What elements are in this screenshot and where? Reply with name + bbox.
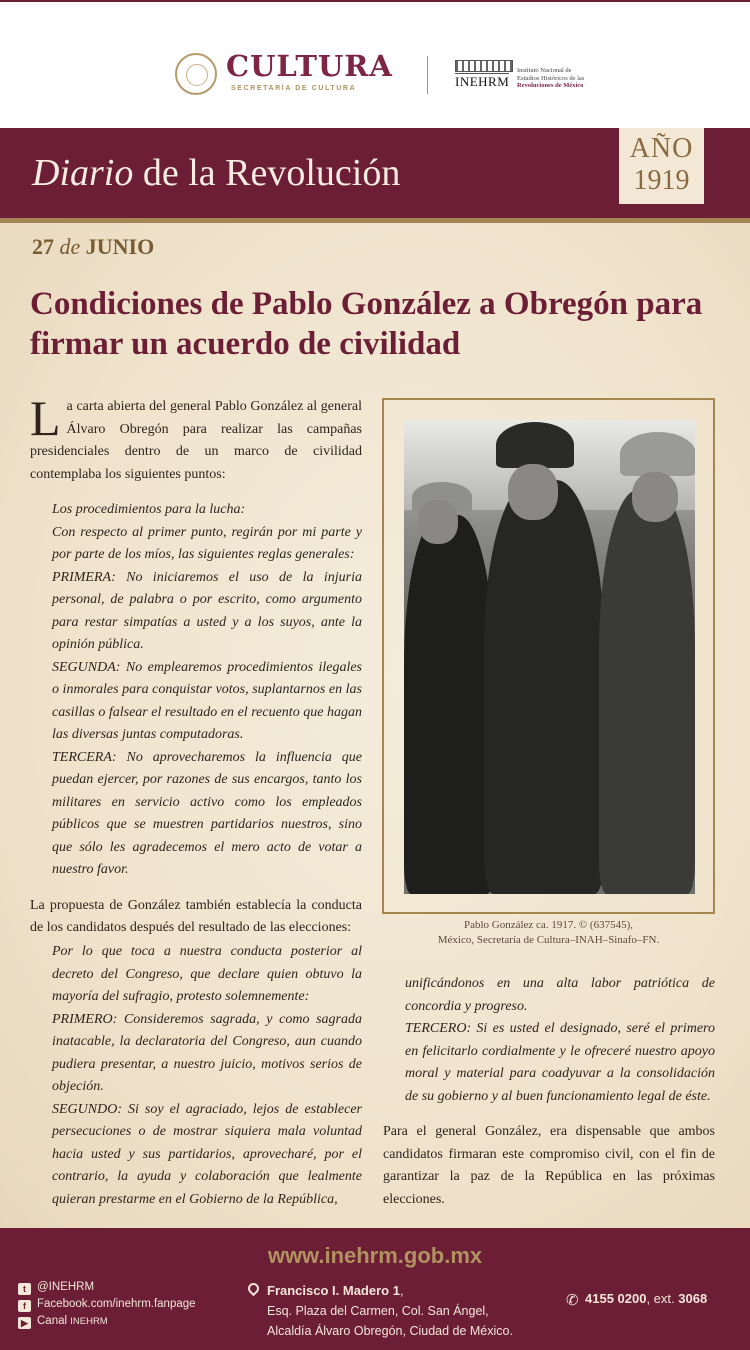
photo-hat-right [620,432,695,476]
quote1-line: TERCERA: No aprovecharemos la influencia que puedan ejercer, por razones de sus encargos, tanto los militares en servicio activo como los empleados públicos que se muestren partidarios nuestros, sino que sólo les agradecemos el mero acto de votar a nuestro favor. [52,749,362,877]
youtube-link[interactable] [18,1315,108,1329]
drop-cap: L [30,390,61,446]
quote2-line: Por lo que toca a nuestra conducta posterior al decreto del Congreso, que declare quien obtuvo la mayoría del sufragio, protesto solemnemente: [52,944,362,1004]
closing-paragraph: Para el general González, era dispensable que ambos candidatos firmaran este compromiso civil, con el fin de garantizar la paz de la República en las próximas elecciones. [383,1124,715,1207]
photo-face-right [632,472,678,522]
address-line-3: Alcaldía Álvaro Obregón, Ciudad de México. [267,1324,513,1338]
masthead-title-rest: de la Revolución [133,152,401,194]
phone-ext-label: , ext. [646,1291,679,1306]
article-date [32,234,154,260]
twitter-handle: @INEHRM [37,1281,95,1293]
quote1-line: Con respecto al primer punto, regirán por mi parte y por parte de los míos, las siguientes reglas generales: [52,524,362,562]
mexico-seal-icon [175,53,217,95]
building-roof-icon [455,60,513,72]
cultura-logo-text: CULTURA [226,49,393,83]
historical-photo [404,420,695,894]
quote2-line: PRIMERO: Consideremos sagrada, y como sagrada inatacable, la declaratoria del Congreso, aun cuando pudiera presentar, a nuestro juicio, motivos serios de objeción. [52,1011,362,1094]
photo-figure-right [599,490,695,894]
date-de: de [59,234,81,259]
intro-text: a carta abierta del general Pablo González al general Álvaro Obregón para realizar las campañas presidenciales dentro de un marco de civilidad contemplaba los siguientes puntos: [30,399,362,482]
phone-ext-number: 3068 [678,1291,708,1306]
quote-block-2-continued [405,973,715,1108]
twitter-link[interactable] [18,1281,94,1295]
photo-figure-left [404,515,494,894]
quote-block-2 [52,941,362,1211]
youtube-channel: INEHRM [70,1316,108,1327]
photo-face-center [508,464,558,520]
intro-paragraph [30,390,362,486]
middle-paragraph: La propuesta de González también establecía la conducta de los candidatos después del resultado de las elecciones: [30,897,362,935]
quote-block-1 [52,499,362,882]
left-column-lower [30,941,362,1211]
masthead-title-italic: Diario [32,152,134,194]
facebook-link[interactable] [18,1298,196,1312]
year-label: AÑO [629,133,694,164]
caption-line-2: México, Secretaría de Cultura–INAH–Sinafo–FN. [437,934,660,946]
year-value: 1919 [633,165,690,196]
quote1-line: Los procedimientos para la lucha: [52,502,246,517]
secretaria-label: SECRETARÍA DE CULTURA [231,85,357,92]
caption-line-1: Pablo González ca. 1917. © (637545), [463,919,634,931]
youtube-icon: ▶ [18,1317,31,1329]
address-street: Francisco I. Madero 1 [267,1283,400,1298]
address-line-2: Esq. Plaza del Carmen, Col. San Ángel, [267,1304,489,1318]
inehrm-institute-name [517,67,584,90]
quote2-cont-line: TERCERO: Si es usted el designado, seré el primero en felicitarlo cordialmente y le ofreceré nuestro apoyo moral y material para coadyuvar a la consolidación de su gobierno y al buen funcionamiento legal de éste. [405,1021,715,1104]
phone-main: 4155 0200 [585,1291,647,1306]
youtube-prefix: Canal [37,1315,71,1327]
inehrm-line-1: Instituto Nacional de [517,67,572,74]
year-badge [619,128,704,204]
logo-divider [427,56,428,94]
inehrm-building-icon [455,60,513,90]
article-headline: Condiciones de Pablo González a Obregón para firmar un acuerdo de civilidad [30,286,703,362]
inehrm-line-2: Estudios Históricos de las [517,74,585,82]
inehrm-logo-word: INEHRM [455,74,510,89]
facebook-url: Facebook.com/inehrm.fanpage [37,1298,196,1310]
photo-figure-center [484,480,604,894]
photo-hat-center [496,422,574,468]
photo-face-left [418,500,458,544]
phone-number[interactable] [585,1291,707,1306]
photo-caption [382,918,715,948]
inehrm-line-3: Revoluciones de México [517,82,584,89]
quote2-line: SEGUNDO: Si soy el agraciado, lejos de establecer persecuciones o de mostrar siquiera mala voluntad hacia usted y sus partidarios, aprovecharé, por el contrario, la ayuda y colaboración que lealmente quieran prestarme en el Gobierno de la República, [52,1101,362,1207]
masthead-title [32,151,400,195]
date-month: JUNIO [85,234,155,259]
right-column [383,973,715,1211]
top-rule [0,0,750,2]
website-link[interactable]: www.inehrm.gob.mx [267,1243,483,1268]
facebook-icon: f [18,1300,31,1312]
quote1-line: SEGUNDA: No emplearemos procedimientos ilegales o inmorales para conquistar votos, suplantarnos en las casillas o falsear el resultado en el recuento que hagan las diversas juntas computadoras. [52,659,362,742]
twitter-icon: t [18,1283,31,1295]
quote1-line: PRIMERA: No iniciaremos el uso de la injuria personal, de palabra o por escrito, como argumento para restar simpatías a usted y a los suyos, ante la opinión pública. [52,569,362,652]
date-day: 27 [32,234,54,259]
left-column-upper [30,390,362,940]
address-line-1 [267,1281,513,1301]
quote2-cont-line: unificándonos en una alta labor patriótica de concordia y progreso. [405,976,715,1014]
address-comma: , [399,1284,404,1298]
phone-icon: ✆ [566,1291,579,1309]
postal-address [267,1281,513,1341]
